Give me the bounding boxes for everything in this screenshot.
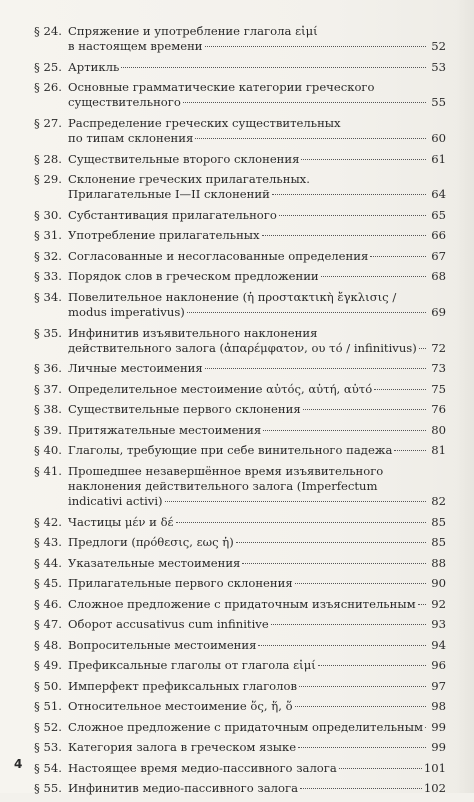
page-ref: 97 (431, 678, 446, 693)
section-title-block (68, 116, 446, 146)
section-number: § 47. (34, 617, 62, 632)
dot-leader (295, 706, 426, 707)
title-line (68, 152, 446, 167)
section-title: наклонения действительного залога (Imperfectum (68, 478, 378, 493)
toc-entry (34, 269, 446, 284)
dot-leader (272, 194, 426, 195)
dot-leader (258, 645, 426, 646)
toc-entry (34, 172, 446, 202)
page-ref: 96 (431, 658, 446, 673)
section-title-block (68, 464, 446, 510)
section-title-block (68, 761, 446, 776)
dot-leader (279, 215, 426, 216)
dot-leader (205, 46, 426, 47)
toc-entry (34, 679, 446, 694)
section-number: § 25. (34, 59, 62, 74)
title-line (68, 228, 446, 243)
toc-entry (34, 576, 446, 591)
section-title-block (68, 740, 446, 755)
toc-entry (34, 152, 446, 167)
title-line (68, 187, 446, 202)
dot-leader (394, 450, 426, 451)
page-ref: 52 (431, 39, 446, 54)
toc-entry (34, 290, 446, 320)
page-ref: 90 (431, 576, 446, 591)
page-ref: 85 (431, 535, 446, 550)
section-number: § 26. (34, 80, 62, 95)
page-ref: 67 (431, 248, 446, 263)
section-title-block (68, 208, 446, 223)
toc-entry (34, 60, 446, 75)
page-ref: 81 (431, 443, 446, 458)
section-title: Повелительное наклонение (ἡ προστακτικὴ ἔγκλισις / (68, 289, 397, 304)
page-ref: 64 (431, 187, 446, 202)
section-number: § 51. (34, 699, 62, 714)
section-title: Распределение греческих существительных (68, 115, 341, 130)
section-title: Инфинитив изъявительного наклонения (68, 325, 318, 340)
section-title-block (68, 249, 446, 264)
section-number: § 32. (34, 248, 62, 263)
title-line (68, 382, 446, 397)
section-title: Личные местоимения (68, 361, 203, 376)
section-title: Указательные местоимения (68, 555, 241, 570)
section-number: § 38. (34, 402, 62, 417)
section-title-block (68, 60, 446, 75)
title-line (68, 24, 446, 39)
page-ref: 99 (431, 740, 446, 755)
title-line (68, 720, 446, 735)
title-line (68, 535, 446, 550)
toc-entry (34, 740, 446, 755)
title-line (68, 208, 446, 223)
dot-leader (301, 159, 426, 160)
section-number: § 46. (34, 596, 62, 611)
page-ref: 82 (431, 494, 446, 509)
page-ref: 85 (431, 514, 446, 529)
toc-entry (34, 464, 446, 510)
section-title: Категория залога в греческом языке (68, 740, 297, 755)
section-title-block (68, 80, 446, 110)
section-number: § 27. (34, 115, 62, 130)
title-line (68, 515, 446, 530)
title-line (68, 361, 446, 376)
page-ref: 88 (431, 555, 446, 570)
dot-leader (263, 430, 426, 431)
page-ref: 72 (431, 340, 446, 355)
title-line (68, 341, 446, 356)
section-title-block (68, 638, 446, 653)
title-line (68, 305, 446, 320)
section-title: Относительное местоимение ὅς, ἥ, ὅ (68, 699, 293, 714)
section-title: Субстантивация прилагательного (68, 207, 277, 222)
page-ref: 80 (431, 422, 446, 437)
toc-entry (34, 761, 446, 776)
dot-leader (187, 312, 426, 313)
section-title: в настоящем времени (68, 39, 203, 54)
title-line (68, 479, 446, 494)
dot-leader (419, 348, 426, 349)
dot-leader (176, 522, 426, 523)
section-number: § 49. (34, 658, 62, 673)
title-line (68, 679, 446, 694)
section-number: § 43. (34, 535, 62, 550)
section-title: Определительное местоимение αὐτός, αὐτή, αὐτό (68, 381, 373, 396)
dot-leader (242, 563, 426, 564)
dot-leader (205, 368, 426, 369)
toc-entry (34, 326, 446, 356)
section-title: Инфинитив медио-пассивного залога (68, 781, 298, 796)
title-line (68, 576, 446, 591)
section-title-block (68, 382, 446, 397)
toc-entry (34, 443, 446, 458)
section-title-block (68, 326, 446, 356)
page-ref: 76 (431, 402, 446, 417)
title-line (68, 699, 446, 714)
section-number: § 55. (34, 781, 62, 796)
section-title: Согласованные и несогласованные определения (68, 248, 369, 263)
section-number: § 39. (34, 422, 62, 437)
section-title-block (68, 402, 446, 417)
section-title: Существительные второго склонения (68, 151, 300, 166)
section-title: Склонение греческих прилагательных. (68, 172, 310, 187)
dot-leader (374, 389, 426, 390)
page-ref: 92 (431, 596, 446, 611)
section-title-block (68, 720, 446, 735)
toc-entry (34, 116, 446, 146)
dot-leader (236, 542, 426, 543)
section-number: § 36. (34, 361, 62, 376)
section-title: Префиксальные глаголы от глагола εἰμί (68, 658, 316, 673)
section-title-block (68, 361, 446, 376)
section-title: Притяжательные местоимения (68, 422, 262, 437)
toc-entry (34, 658, 446, 673)
toc-entry (34, 80, 446, 110)
section-number: § 53. (34, 740, 62, 755)
section-title-block (68, 152, 446, 167)
title-line (68, 658, 446, 673)
dot-leader (195, 138, 426, 139)
section-title-block (68, 24, 446, 54)
dot-leader (121, 67, 426, 68)
section-title: Артикль (68, 59, 120, 74)
title-line (68, 423, 446, 438)
page-ref: 73 (431, 361, 446, 376)
title-line (68, 60, 446, 75)
dot-leader (303, 409, 426, 410)
section-title: Употребление прилагательных (68, 228, 260, 243)
dot-leader (299, 686, 426, 687)
page-ref: 55 (431, 95, 446, 110)
section-number: § 24. (34, 24, 62, 38)
section-number: § 50. (34, 678, 62, 693)
section-number: § 28. (34, 151, 62, 166)
section-title: modus imperativus) (68, 305, 185, 320)
title-line (68, 617, 446, 632)
section-title-block (68, 781, 446, 796)
title-line (68, 402, 446, 417)
page-ref: 53 (431, 59, 446, 74)
page-edge-shadow (456, 0, 474, 793)
dot-leader (271, 624, 426, 625)
page-ref: 94 (431, 637, 446, 652)
title-line (68, 116, 446, 131)
section-number: § 52. (34, 719, 62, 734)
title-line (68, 740, 446, 755)
toc-entry (34, 423, 446, 438)
table-of-contents (34, 24, 446, 802)
section-title: действительного залога (ἀπαρέμφατον, ου τό / infinitivus) (68, 340, 417, 355)
title-line (68, 326, 446, 341)
section-title: Глаголы, требующие при себе винительного падежа (68, 443, 393, 458)
section-title-block (68, 556, 446, 571)
section-title: Настоящее время медио-пассивного залога (68, 760, 337, 775)
page-ref: 102 (423, 781, 446, 796)
page-number: 4 (14, 757, 23, 771)
section-number: § 29. (34, 172, 62, 187)
page-ref: 60 (431, 131, 446, 146)
section-title: Частицы μέν и δέ (68, 514, 174, 529)
page-ref: 93 (431, 617, 446, 632)
page-ref: 75 (431, 381, 446, 396)
title-line (68, 761, 446, 776)
title-line (68, 172, 446, 187)
page-ref: 66 (431, 228, 446, 243)
section-title: Основные грамматические категории греческого (68, 80, 375, 95)
toc-entry (34, 699, 446, 714)
dot-leader (295, 583, 426, 584)
section-number: § 30. (34, 207, 62, 222)
dot-leader (165, 501, 426, 502)
section-title: существительного (68, 95, 181, 110)
toc-entry (34, 720, 446, 735)
section-title: Прилагательные I—II склонений (68, 187, 270, 202)
title-line (68, 464, 446, 479)
section-title-block (68, 423, 446, 438)
page-ref: 65 (431, 207, 446, 222)
title-line (68, 494, 446, 509)
dot-leader (418, 604, 426, 605)
section-title: Существительные первого склонения (68, 402, 301, 417)
section-number: § 44. (34, 555, 62, 570)
title-line (68, 638, 446, 653)
section-number: § 54. (34, 760, 62, 775)
section-number: § 42. (34, 514, 62, 529)
title-line (68, 80, 446, 95)
page-ref: 101 (423, 760, 446, 775)
section-number: § 33. (34, 269, 62, 284)
title-line (68, 39, 446, 54)
toc-entry (34, 638, 446, 653)
section-title-block (68, 597, 446, 612)
section-title-block (68, 658, 446, 673)
section-title-block (68, 515, 446, 530)
section-title-block (68, 290, 446, 320)
section-title-block (68, 679, 446, 694)
section-title: по типам склонения (68, 131, 194, 146)
section-title-block (68, 617, 446, 632)
section-title: Имперфект префиксальных глаголов (68, 678, 298, 693)
dot-leader (321, 276, 426, 277)
section-title: Прошедшее незавершённое время изъявительного (68, 463, 384, 478)
section-title: Прилагательные первого склонения (68, 576, 293, 591)
toc-entry (34, 781, 446, 796)
page-ref: 98 (431, 699, 446, 714)
toc-entry (34, 228, 446, 243)
section-title: Сложное предложение с придаточным изъяснительным (68, 596, 416, 611)
dot-leader (370, 256, 426, 257)
section-title-block (68, 269, 446, 284)
toc-entry (34, 617, 446, 632)
section-title-block (68, 443, 446, 458)
toc-entry (34, 249, 446, 264)
toc-entry (34, 208, 446, 223)
section-title: indicativi activi) (68, 494, 163, 509)
section-number: § 48. (34, 637, 62, 652)
dot-leader (262, 235, 426, 236)
title-line (68, 443, 446, 458)
page-ref: 68 (431, 269, 446, 284)
section-title-block (68, 228, 446, 243)
section-title: Порядок слов в греческом предложении (68, 269, 319, 284)
title-line (68, 781, 446, 796)
section-title: Вопросительные местоимения (68, 637, 257, 652)
section-title-block (68, 699, 446, 714)
dot-leader (318, 665, 426, 666)
dot-leader (339, 768, 422, 769)
section-number: § 41. (34, 463, 62, 478)
toc-entry (34, 515, 446, 530)
title-line (68, 269, 446, 284)
section-number: § 31. (34, 228, 62, 243)
toc-entry (34, 24, 446, 54)
toc-entry (34, 556, 446, 571)
title-line (68, 249, 446, 264)
title-line (68, 556, 446, 571)
section-title: Оборот accusativus cum infinitive (68, 617, 269, 632)
section-title: Предлоги (πρόθεσις, εως ἡ) (68, 535, 234, 550)
section-number: § 40. (34, 443, 62, 458)
section-title-block (68, 576, 446, 591)
section-title: Сложное предложение с придаточным определительным (68, 719, 423, 734)
section-title-block (68, 172, 446, 202)
section-number: § 35. (34, 325, 62, 340)
dot-leader (300, 788, 422, 789)
section-number: § 34. (34, 289, 62, 304)
section-title-block (68, 535, 446, 550)
toc-entry (34, 361, 446, 376)
page-ref: 61 (431, 151, 446, 166)
section-number: § 37. (34, 381, 62, 396)
toc-entry (34, 402, 446, 417)
section-number: § 45. (34, 576, 62, 591)
dot-leader (183, 102, 426, 103)
title-line (68, 597, 446, 612)
toc-entry (34, 597, 446, 612)
toc-entry (34, 535, 446, 550)
title-line (68, 95, 446, 110)
title-line (68, 131, 446, 146)
title-line (68, 290, 446, 305)
page-ref: 99 (431, 719, 446, 734)
toc-entry (34, 382, 446, 397)
section-title: Спряжение и употребление глагола εἰμί (68, 24, 318, 38)
dot-leader (298, 747, 426, 748)
dot-leader (425, 727, 426, 728)
page-ref: 69 (431, 305, 446, 320)
